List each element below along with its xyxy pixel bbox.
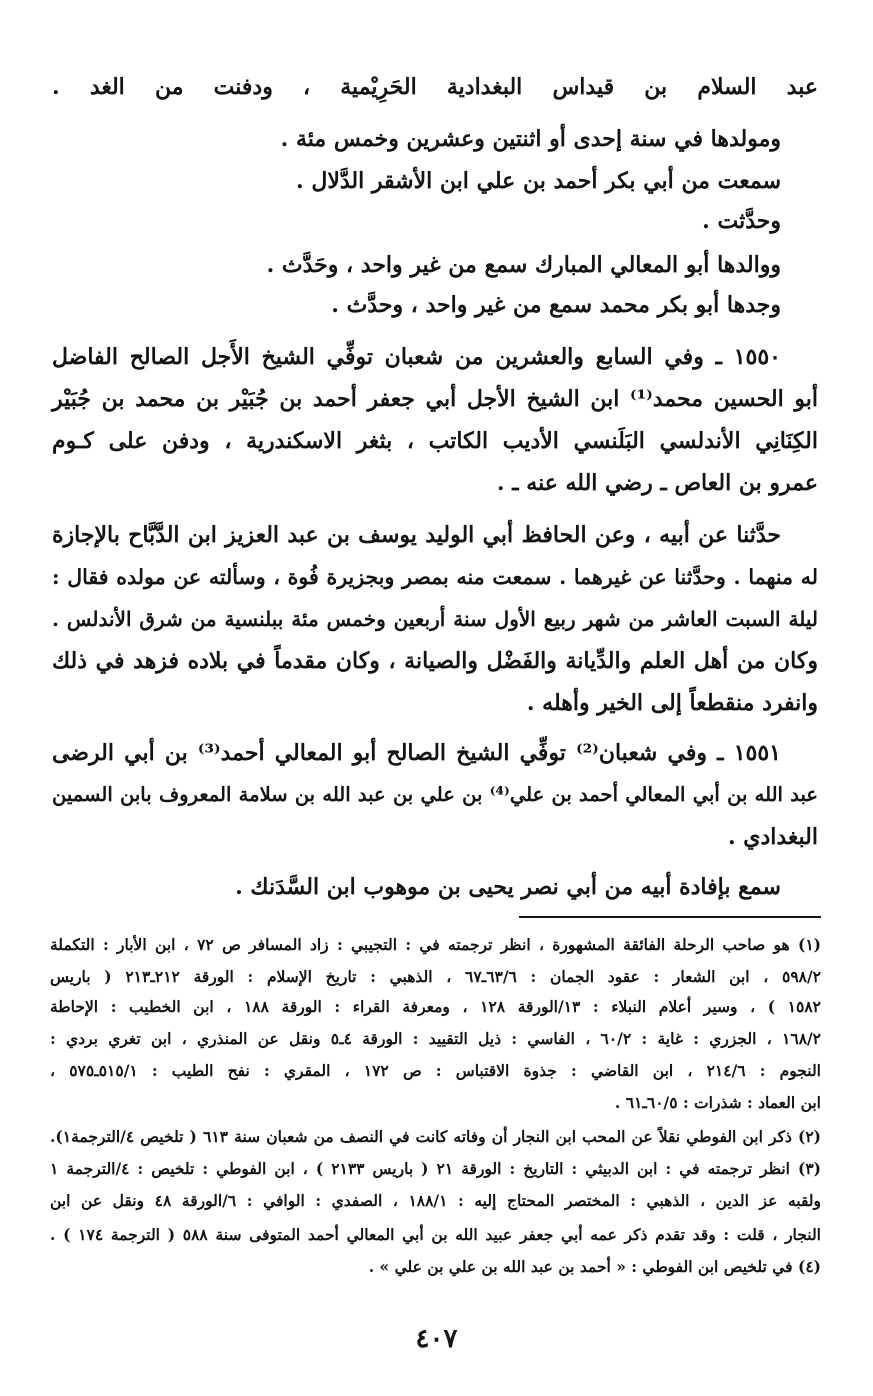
page-number: ٤٠٧ [415,1324,458,1354]
footnote-3-line-1: (٣) انظر ترجمته في : ابن الدبيثي : التاريخ : الورقة ٢١ ( باريس ٢١٣٣ ) ، ابن الفوطي : تلخيص : ٤/الترجمة ١ [50,1159,821,1178]
footnote-3-line-2: ولقبه عز الدين ، الذهبي : المختصر المحتاج إليه : ١٨٨/١ ، الصفدي : الوافي : ٦/الورقة ٤٨ ونقل عن ابن [50,1191,821,1210]
footnote-4: (٤) في تلخيص ابن الفوطي : « أحمد بن عبد الله بن علي بن علي » . [368,1257,821,1276]
body-line-1: عبد السلام بن قيداس البغدادية الحَرِيْمية ، ودفنت من الغد . [52,74,818,100]
body-line-2: ومولدها في سنة إحدى أو اثنتين وعشرين وخمس مئة . [280,126,781,152]
footnote-3-line-3: النجار ، قلت : وقد تقدم ذكر عمه أبي جعفر عبيد الله بن أبي المعالي أحمد المتوفى سنة ٥٨٨ ( الترجمة ١٧٤ ) . [50,1225,821,1244]
body-line-17: عبد الله بن أبي المعالي أحمد بن علي⁽⁴⁾ بن علي بن عبد الله بن سلامة المعروف بابن السمين [52,783,818,806]
body-line-4: وحدَّثت . [702,208,781,234]
body-line-14: وكان من أهل العلم والدِّيانة والفَضْل والصيانة ، وكان مقدماً في بلاده فزهد في ذلك [52,648,818,674]
footnote-separator [519,916,821,918]
body-line-13: ليلة السبت العاشر من شهر ربيع الأول سنة أربعين وخمس مئة ببلنسية من شرق الأندلس . [52,607,819,631]
body-line-15: وانفرد منقطعاً إلى الخير وأهله . [526,690,818,716]
entry-1550-heading: ١٥٥٠ ـ وفي السابع والعشرين من شعبان توفِّي الشيخ الأَجل الصالح الفاضل [52,344,781,370]
footnote-1-line-2: ٥٩٨/٢ ، ابن الشعار : عقود الجمان : ٦٣/٦ـ٦٧ ، الذهبي : تاريخ الإسلام : الورقة ٢١٢ـ٢١٣ ( باريس [50,967,821,986]
body-line-11: حدَّثنا عن أبيه ، وعن الحافظ أبي الوليد يوسف بن عبد العزيز ابن الدَّبَّاح بالإجازة [52,522,781,548]
body-line-12: له منهما . وحدَّثنا عن غيرهما . سمعت منه بمصر وبجزيرة فُوة ، وسألته عن مولده فقال : [52,565,818,589]
footnote-1-line-5: النجوم : ٢١٤/٦ ، ابن القاضي : جذوة الاقتباس : ص ١٧٢ ، المقري : نفح الطيب : ٥١٥/١ـ٥٧٥ ، [50,1061,821,1080]
footnote-1-line-1: (١) هو صاحب الرحلة الفائقة المشهورة ، انظر ترجمته في : التجيبي : زاد المسافر ص ٧٢ ، ابن الأبار : التكملة [50,935,821,954]
body-line-10: عمرو بن العاص ـ رضي الله عنه ـ . [496,470,818,496]
body-line-9: الكِنَانِي الأندلسي البَلَنسي الأديب الكاتب ، بثغر الاسكندرية ، ودفن على كـوم [52,428,818,454]
body-line-19: سمع بإفادة أبيه من أبي نصر يحيى بن موهوب ابن السَّدَنك . [235,874,781,900]
body-line-8: أبو الحسين محمد⁽¹⁾ ابن الشيخ الأجل أبي جعفر أحمد بن جُبَيْر بن محمد بن جُبَيْر [52,386,818,412]
footnote-1-line-6: ابن العماد : شذرات : ٦٠/٥ـ٦١ . [614,1093,821,1112]
body-line-18: البغدادي . [727,824,818,850]
body-line-3: سمعت من أبي بكر أحمد بن علي ابن الأشقر الدَّلال . [296,168,781,194]
body-line-6: وجدها أبو بكر محمد سمع من غير واحد ، وحدَّث . [331,292,781,318]
body-line-5: ووالدها أبو المعالي المبارك سمع من غير واحد ، وحَدَّث . [266,252,781,278]
footnote-1-line-3: ١٥٨٢ ) ، وسير أعلام النبلاء : ١٣/الورقة ١٢٨ ، ومعرفة القراء : الورقة ١٨٨ ، ابن الخطيب : الإحاطة [50,997,821,1016]
footnote-1-line-4: ١٦٨/٢ ، الجزري : غاية : ٦٠/٢ ، الفاسي : ذيل التقييد : الورقة ٤ـ٥ ونقل عن المنذري ، ابن تغري بردي : [50,1029,822,1048]
footnote-2: (٢) ذكر ابن الفوطي نقلاً عن المحب ابن النجار أن وفاته كانت في النصف من شعبان سنة ٦١٣ ( تلخيص ٤/الترجمة١). [50,1127,822,1146]
entry-1551-heading: ١٥٥١ ـ وفي شعبان⁽²⁾ توفِّي الشيخ الصالح أبو المعالي أحمد⁽³⁾ بن أبي الرضى [52,740,781,766]
